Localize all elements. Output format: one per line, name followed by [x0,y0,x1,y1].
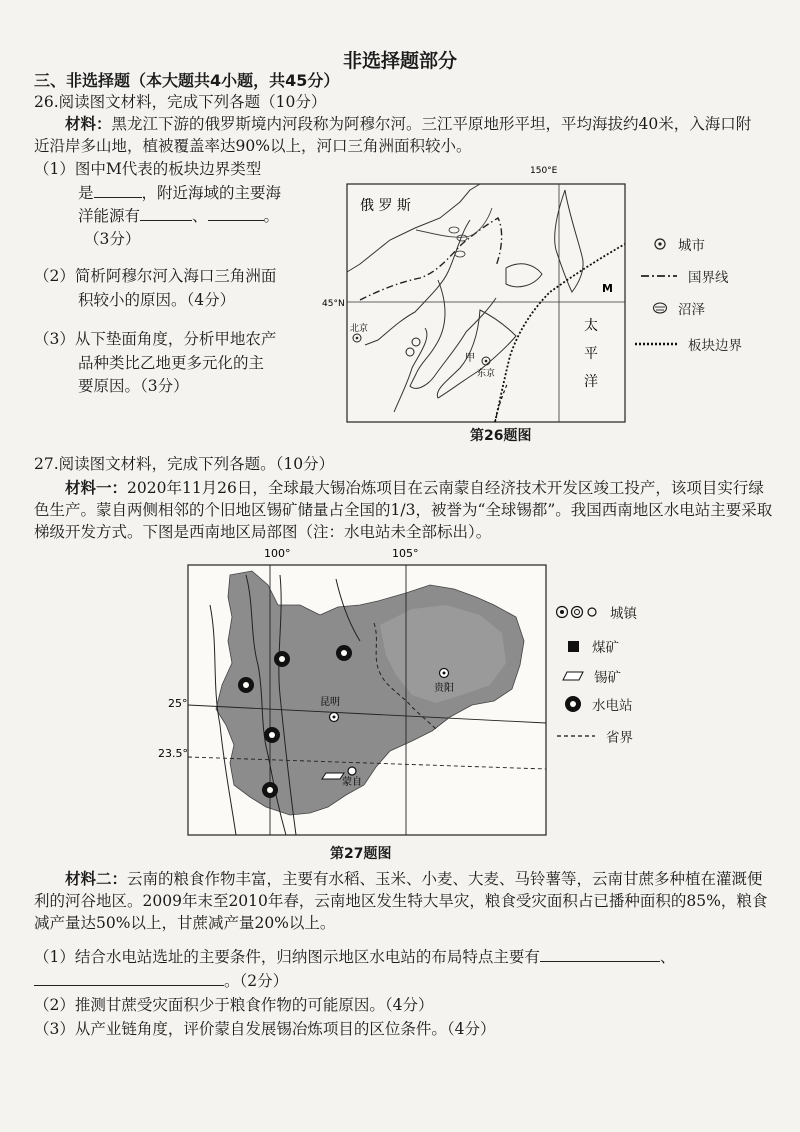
q27-legend-tin-label: 锡矿 [594,670,621,686]
q26-legend-city-label: 城市 [678,238,705,254]
q26-legend-plate-label: 板块边界 [688,338,742,354]
q27-map-lat25: 25° [168,697,188,710]
q27-legend-town [556,602,637,622]
hydropower-icon [264,727,280,743]
q26-map-tokyo-label: 东京 [477,369,496,379]
q26-sub1-score: （3分） [84,230,141,248]
q27-map-guiyang-dot [443,672,446,675]
q27-material2 [34,868,774,934]
q26-material-label: 材料： [65,114,112,133]
q27-legend-province [556,726,633,746]
q26-stem: 26.阅读图文材料，完成下列各题（10分） [34,93,327,111]
q27-legend-hydro-label: 水电站 [592,698,633,714]
q27-map-caption: 第27题图 [330,846,392,862]
plate-boundary-icon [634,339,678,349]
q27-material2-text: 云南的粮食作物丰富，主要有水稻、玉米、小麦、大麦、马铃薯等，云南甘蔗多种植在灌溉便利的河谷地区。2009年末至2010年春，云南地区发生特大旱灾，粮食受灾面积占已播种面积的85%，粮食减产量达50%以上，甘蔗减产量20%以上。 [34,870,768,932]
swamp-icon [652,301,668,315]
q26-sub3-line2: 品种类比乙地更多元化的主 [78,354,265,372]
q26-legend-city [652,234,705,254]
q26-material-text: 黑龙江下游的俄罗斯境内河段称为阿穆尔河。三江平原地形平坦，平均海拔约40米，入海口附近沿岸多山地，植被覆盖率达90%以上，河口三角洲面积较小。 [34,115,752,155]
q26-sub1-text-a: 是 [78,184,94,202]
q26-legend-plate [634,334,742,354]
q26-map-pacific-2: 平 [584,346,598,362]
q27-map [150,545,560,845]
q27-map-tin-mine [322,773,344,779]
q27-map-mengzi-label: 蒙自 [342,777,362,788]
q27-map-mengzi-marker [348,767,356,775]
section-heading: 三、非选择题（本大题共4小题，共45分） [34,71,340,90]
q27-legend-coal-label: 煤矿 [592,640,619,656]
hydropower-icon [336,645,352,661]
q27-sub1-sep: 、 [659,948,676,966]
q26-legend-border [640,266,729,286]
province-boundary-icon [556,731,596,741]
q26-sub3-line3: 要原因。（3分） [78,377,189,395]
q26-legend-swamp [652,298,705,318]
q27-sub1-score: 。（2分） [224,972,289,990]
q27-sub1-text: （1）结合水电站选址的主要条件，归纳图示地区水电站的布局特点主要有 [34,948,540,966]
q27-material1-label: 材料一： [65,478,128,497]
q26-sub1-text-d: 、 [192,207,208,225]
q26-map-russia-label: 俄 罗 斯 [360,198,411,214]
city-icon [652,237,668,251]
q27-material2-label: 材料二： [65,869,128,888]
q27-material1-text: 2020年11月26日，全球最大锡冶炼项目在云南蒙自经济技术开发区竣工投产，该项目实行绿色生产。蒙自两侧相邻的个旧地区锡矿储量占全国的1/3，被誉为“全球锡都”。我国西南地区水电站主要采取梯级开发方式。下图是西南地区局部图（注：水电站未全部标出）。 [34,479,773,541]
q27-legend-province-label: 省界 [606,730,633,746]
section-title: 非选择题部分 [342,50,457,72]
border-line-icon [640,271,678,281]
q26-map-tokyo-dot [485,360,488,363]
q26-sub2-line2: 积较小的原因。（4分） [78,291,236,309]
q26-sub1-line2 [78,182,281,204]
q26-legend-swamp-label: 沼泽 [678,302,705,318]
q26-map-beijing-dot [356,337,359,340]
q26-map-m-label: M [602,282,613,295]
hydropower-icon [564,695,582,713]
q27-sub1-answer-blank-2[interactable] [34,971,224,986]
q26-sub1-text-e: 。 [263,207,280,225]
q27-legend-town-label: 城镇 [610,606,637,622]
q27-sub1-answer-blank-1[interactable] [540,947,660,962]
q26-sub1-line1: （1）图中M代表的板块边界类型 [34,160,262,178]
hydropower-icon [262,782,278,798]
q26-sub3-line1: （3）从下垫面角度，分析甲地农产 [34,330,277,348]
q26-sub2-line1: （2）简析阿穆尔河入海口三角洲面 [34,267,277,285]
hydropower-icon [238,677,254,693]
q26-legend-border-label: 国界线 [688,270,729,286]
hydropower-icon [274,651,290,667]
q27-map-kunming-label: 昆明 [320,697,340,708]
q26-map-jia-label: 甲 [465,353,475,364]
q26-map-caption: 第26题图 [470,428,532,444]
q27-legend-hydro [564,694,633,714]
q26-sub1-answer-blank-3[interactable] [208,206,264,221]
q27-map-lat235: 23.5° [158,747,188,760]
town-icon [556,605,600,619]
q26-sub1-answer-blank-1[interactable] [94,183,142,198]
q27-legend-tin [562,666,621,686]
q26-map-pacific-1: 太 [584,318,598,334]
q26-map [320,160,640,430]
q27-map-lon105: 105° [392,547,419,560]
q27-map-lon100: 100° [264,547,291,560]
q26-map-lat-label: 45°N [322,299,345,309]
q27-map-kunming-dot [333,716,336,719]
q26-sub1-text-b: ，附近海域的主要海 [141,184,282,202]
q26-map-lon-label: 150°E [530,166,558,176]
q27-legend-coal [566,636,619,656]
q27-sub3: （3）从产业链角度，评价蒙自发展锡冶炼项目的区位条件。（4分） [34,1020,496,1038]
coal-mine-icon [566,639,582,653]
q26-map-beijing-label: 北京 [350,324,369,334]
q26-sub1-text-c: 洋能源有 [78,207,141,225]
q27-stem: 27.阅读图文材料，完成下列各题。（10分） [34,455,335,473]
q26-map-pacific-3: 洋 [584,374,598,390]
q27-sub2: （2）推测甘蔗受灾面积少于粮食作物的可能原因。（4分） [34,996,434,1014]
q26-sub1-answer-blank-2[interactable] [140,206,192,221]
q27-material1 [34,477,774,543]
q27-sub1-line2 [34,970,288,992]
q27-sub1-line1 [34,946,675,968]
q26-sub1-line3 [78,205,279,227]
q26-material [34,113,764,157]
tin-mine-icon [562,669,584,683]
q27-map-guiyang-label: 贵阳 [434,683,454,694]
